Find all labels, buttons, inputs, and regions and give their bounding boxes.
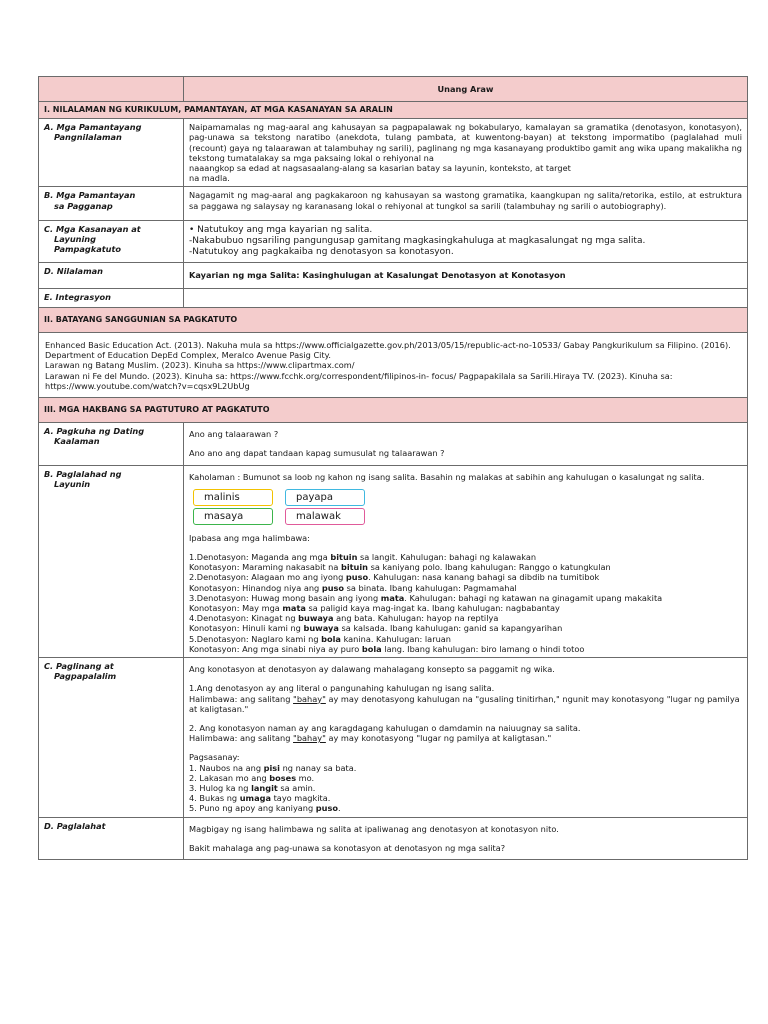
row-label-3c: C. Paglinang at Pagpapalalim — [39, 658, 184, 817]
example-bahay-1: Halimbawa: ang salitang "bahay" ay may denotasyong kahulugan na "gusaling tinitirhan," ngunit may konotasyong "lugar ng pamilya at kaligtasan." — [189, 693, 740, 714]
row-nilalaman — [39, 262, 748, 288]
section-2-title: II. BATAYANG SANGGUNIAN SA PAGKATUTO — [39, 307, 748, 332]
row-paglalahad-layunin — [39, 465, 748, 657]
row-label-3d: D. Paglalahat — [39, 817, 184, 859]
example-line: Konotasyon: May mga mata sa paligid kaya mag-ingat ka. Ibang kahulugan: nagbabantay — [189, 603, 560, 614]
practice-list — [189, 763, 742, 814]
row-content-d: Kayarian ng mga Salita: Kasinghulugan at Kasalungat Denotasyon at Konotasyon — [184, 262, 748, 288]
row-content-3b: Kaholaman : Bumunot sa loob ng kahon ng isang salita. Basahin ng malakas at sabihin ang kahulugan o kasalungat ng salita. malinis payapa masaya malawak Ipabasa ang mga halimbawa: 1.Denotasyon: Maganda ang mga bituin sa langit. Kahulugan: bahagi ng kalawakan Konotasyon: Maraming nakasabit na bituin sa kaniyang polo. Ibang kahulugan: Ranggo o katungkulan 2.Denotasyon: Alagaan mo ang iyong puso. Kahulugan: nasa kanang bahagi sa dibdib na tumitibok Konotasyon: Hinandog niya ang puso sa binata. Ibang kahulugan: Pagmamahal 3.Denotasyon: Huwag mong basain ang iyong mata. Kahulugan: bahagi ng katawan na ginagamit upang makakita Konotasyon: May mga mata sa paligid kaya mag-ingat ka. Ibang kahulugan: nagbabantay 4.Denotasyon: Kinagat ng buwaya ang bata. Kahulugan: hayop na reptilya Konotasyon: Hinuli kami ng buwaya sa kalsada. Ibang kahulugan: ganid sa kapangyarihan 5.Denotasyon: Naglaro kami ng bola kanina. Kahulugan: laruan Konotasyon: Ang mga sinabi niya ay puro bola lang. Ibang kahulugan: biro lamang o hindi totoo — [184, 465, 748, 657]
row-label-e: E. Integrasyon — [39, 288, 184, 307]
day-header-row — [39, 77, 748, 102]
example-line: 3.Denotasyon: Huwag mong basain ang iyong mata. Kahulugan: bahagi ng katawan na ginagamit upang makakita — [189, 592, 663, 603]
row-content-a: Naipamamalas ng mag-aaral ang kahusayan sa pagpapalawak ng bokabularyo, kamalayan sa gramatika (denotasyon, konotasyon), pag-unawa sa tekstong naratibo (anekdota, tulang pambata, at kuwentong-bayan) at tekstong impormatibo (paglalahad muli (recount) gaya ng talaarawan at talambuhay ng sarili), paglinang ng mga kasanayang produktibo gamit ang wika upang makalikha ng tekstong tumatalakay sa mga paksaing lokal o rehiyonal na naaangkop sa edad at nagsasaalang-alang sa kasarian batay sa layunin, konteksto, at target na madla. — [184, 119, 748, 187]
section-1-title: I. NILALAMAN NG KURIKULUM, PAMANTAYAN, AT MGA KASANAYAN SA ARALIN — [39, 102, 748, 119]
practice-item: 5. Puno ng apoy ang kaniyang puso. — [189, 803, 341, 814]
references-row — [39, 333, 748, 398]
row-content-3c: Ang konotasyon at denotasyon ay dalawang mahalagang konsepto sa paggamit ng wika. 1.Ang denotasyon ay ang literal o pangunahing kahulugan ng isang salita. Halimbawa: ang salitang "bahay" ay may denotasyong kahulugan na "gusaling tinitirhan," ngunit may konotasyong "lugar ng pamilya at kaligtasan." 2. Ang konotasyon naman ay ang karagdagang kahulugan o damdamin na naiuugnay sa salita. Halimbawa: ang salitang "bahay" ay may konotasyong "lugar ng pamilya at kaligtasan." Pagsasanay: 1. Naubos na ang pisi ng nanay sa bata. 2. Lakasan mo ang boses mo. 3. Hulog ka ng langit sa amin. 4. Bukas ng umaga tayo magkita. 5. Puno ng apoy ang kaniyang puso. — [184, 658, 748, 817]
example-line: Konotasyon: Ang mga sinabi niya ay puro bola lang. Ibang kahulugan: biro lamang o hindi totoo — [189, 643, 585, 654]
row-label-3a: A. Pagkuha ng Dating Kaalaman — [39, 423, 184, 465]
example-list — [189, 552, 742, 654]
word-card: payapa — [285, 489, 365, 506]
row-label-b: B. Mga Pamantayan sa Pagganap — [39, 187, 184, 220]
row-content-3d: Magbigay ng isang halimbawa ng salita at ipaliwanag ang denotasyon at konotasyon nito. Bakit mahalaga ang pag-unawa sa konotasyon at denotasyon ng mga salita? — [184, 817, 748, 859]
row-label-a: A. Mga Pamantayang Pangnilalaman — [39, 119, 184, 187]
row-content-e — [184, 288, 748, 307]
row-pamantayang-pangnilalaman — [39, 119, 748, 187]
row-label-3b: B. Paglalahad ng Layunin — [39, 465, 184, 657]
example-line: 4.Denotasyon: Kinagat ng buwaya ang bata. Kahulugan: hayop na reptilya — [189, 613, 499, 624]
section-3-title: III. MGA HAKBANG SA PAGTUTURO AT PAGKATUTO — [39, 398, 748, 423]
lesson-plan-table — [38, 76, 748, 860]
row-content-3a: Ano ang talaarawan ? Ano ano ang dapat tandaan kapag sumusulat ng talaarawan ? — [184, 423, 748, 465]
row-label-c: C. Mga Kasanayan at Layuning Pampagkatuto — [39, 220, 184, 262]
row-content-b: Nagagamit ng mag-aaral ang pagkakaroon ng kahusayan sa wastong gramatika, kaangkupan ng salita/retorika, estilo, at estruktura sa paggawa ng salaysay ng karanasang lokal o rehiyonal at tungkol sa sarili (talambuhay ng sarili o autobiography). — [184, 187, 748, 220]
section-2-header — [39, 307, 748, 332]
word-cards — [193, 489, 742, 525]
row-paglinang — [39, 658, 748, 817]
example-bahay-2: Halimbawa: ang salitang "bahay" ay may konotasyong "lugar ng pamilya at kaligtasan." — [189, 733, 552, 744]
day-title: Unang Araw — [184, 77, 748, 102]
section-1-header — [39, 102, 748, 119]
practice-item: 3. Hulog ka ng langit sa amin. — [189, 782, 316, 793]
example-line: Konotasyon: Hinuli kami ng buwaya sa kalsada. Ibang kahulugan: ganid sa kapangyarihan — [189, 623, 563, 634]
example-line: 2.Denotasyon: Alagaan mo ang iyong puso. Kahulugan: nasa kanang bahagi sa dibdib na tumitibok — [189, 572, 600, 583]
row-kasanayan — [39, 220, 748, 262]
row-label-d: D. Nilalaman — [39, 262, 184, 288]
row-pagkuha-kaalaman — [39, 423, 748, 465]
word-card: malawak — [285, 508, 365, 525]
row-pamantayan-pagganap — [39, 187, 748, 220]
example-line: Konotasyon: Maraming nakasabit na bituin sa kaniyang polo. Ibang kahulugan: Ranggo o katungkulan — [189, 562, 611, 573]
row-content-c: • Natutukoy ang mga kayarian ng salita. -Nakabubuo ngsariling pangungusap gamitang magkasingkahuluga at magkasalungat ng mga salita. -Natutukoy ang pagkakaiba ng denotasyon sa konotasyon. — [184, 220, 748, 262]
row-integrasyon — [39, 288, 748, 307]
word-card: malinis — [193, 489, 273, 506]
example-line: 1.Denotasyon: Maganda ang mga bituin sa langit. Kahulugan: bahagi ng kalawakan — [189, 552, 537, 563]
practice-item: 2. Lakasan mo ang boses mo. — [189, 772, 315, 783]
references-content: Enhanced Basic Education Act. (2013). Nakuha mula sa https://www.officialgazette.gov.ph/2013/05/15/republic-act-no-10533/ Gabay Pangkurikulum sa Filipino. (2016). Department of Education DepEd Complex, Meralco Avenue Pasig City. Larawan ng Batang Muslim. (2023). Kinuha sa https://www.clipartmax.com/ Larawan ni Fe del Mundo. (2023). Kinuha sa: https://www.fcchk.org/correspondent/filipinos-in- focus/ Pagpapakilala sa Sarili.Hiraya TV. (2023). Kinuha sa: https://www.youtube.com/watch?v=cqsx9L2UbUg — [39, 333, 748, 398]
word-card: masaya — [193, 508, 273, 525]
row-paglalahat — [39, 817, 748, 859]
practice-item: 4. Bukas ng umaga tayo magkita. — [189, 793, 331, 804]
blank-header-cell — [39, 77, 184, 102]
practice-item: 1. Naubos na ang pisi ng nanay sa bata. — [189, 762, 357, 773]
section-3-header — [39, 398, 748, 423]
example-line: Konotasyon: Hinandog niya ang puso sa binata. Ibang kahulugan: Pagmamahal — [189, 582, 517, 593]
example-line: 5.Denotasyon: Naglaro kami ng bola kanina. Kahulugan: laruan — [189, 633, 451, 644]
